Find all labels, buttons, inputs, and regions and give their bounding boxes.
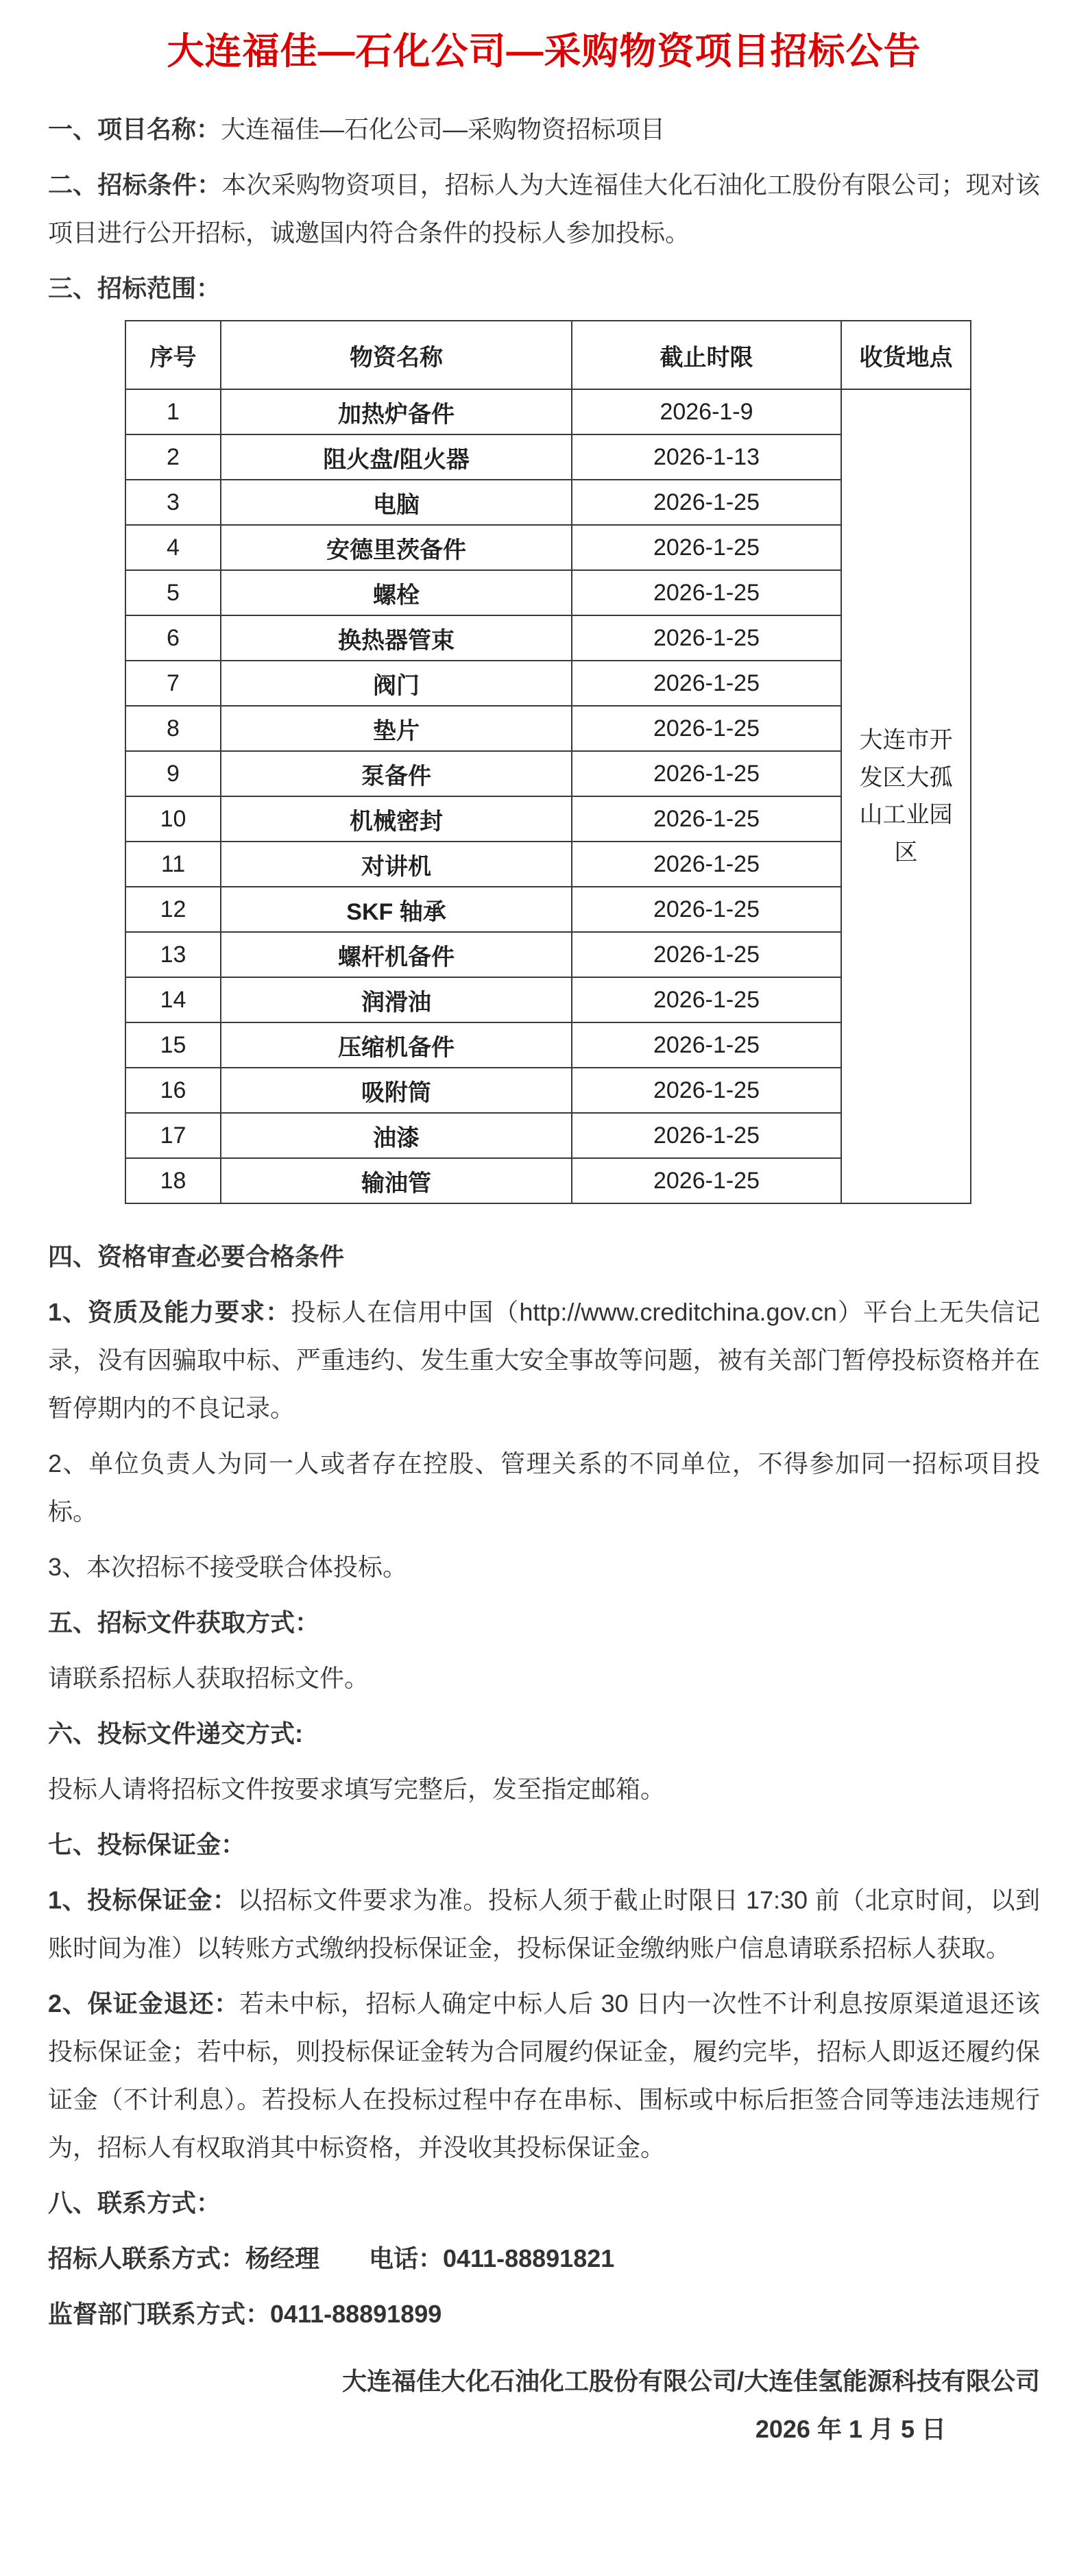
cell-no: 4 (125, 525, 221, 570)
cell-deadline: 2026-1-25 (572, 570, 841, 615)
cell-no: 10 (125, 796, 221, 842)
cell-material-name: 加热炉备件 (221, 389, 572, 434)
cell-material-name: 对讲机 (221, 842, 572, 887)
cell-no: 6 (125, 615, 221, 661)
cell-deadline: 2026-1-25 (572, 1113, 841, 1158)
cell-material-name: 阀门 (221, 661, 572, 706)
cell-material-name: 垫片 (221, 706, 572, 751)
cell-deadline: 2026-1-25 (572, 525, 841, 570)
section-2-text: 本次采购物资项目，招标人为大连福佳大化石油化工股份有限公司；现对该项目进行公开招标，诚邀国内符合条件的投标人参加投标。 (48, 171, 1040, 247)
section-7-item-1-text: 以招标文件要求为准。投标人须于截止时限日 17:30 前（北京时间，以到账时间为准）以转账方式缴纳投标保证金，投标保证金缴纳账户信息请联系招标人获取。 (48, 1886, 1040, 1963)
delivery-location-cell: 大连市开发区大孤山工业园区 (841, 389, 971, 1203)
section-7-item-1-label: 1、投标保证金： (48, 1886, 238, 1915)
cell-no: 5 (125, 570, 221, 615)
cell-no: 17 (125, 1113, 221, 1158)
header-deadline: 截止时限 (572, 321, 841, 389)
section-4-item-1-label: 1、资质及能力要求： (48, 1298, 291, 1327)
section-7-item-2 (48, 1980, 1040, 2172)
cell-deadline: 2026-1-25 (572, 977, 841, 1022)
footer-company-name: 大连福佳大化石油化工股份有限公司/大连佳氢能源科技有限公司 (341, 2367, 1040, 2396)
cell-material-name: 压缩机备件 (221, 1022, 572, 1068)
cell-material-name: 机械密封 (221, 796, 572, 842)
supervision-contact-line: 监督部门联系方式：0411-88891899 (48, 2300, 442, 2329)
cell-no: 12 (125, 887, 221, 932)
cell-no: 2 (125, 434, 221, 480)
scope-table-body (125, 389, 971, 1203)
cell-material-name: 安德里茨备件 (221, 525, 572, 570)
cell-material-name: 阻火盘/阻火器 (221, 434, 572, 480)
section-4-heading: 四、资格审查必要合格条件 (48, 1242, 345, 1271)
cell-deadline: 2026-1-25 (572, 706, 841, 751)
cell-material-name: 吸附筒 (221, 1068, 572, 1113)
header-material-name: 物资名称 (221, 321, 572, 389)
section-5-heading: 五、招标文件获取方式： (48, 1608, 320, 1637)
section-7-item-1 (48, 1876, 1040, 1972)
section-7-item-2-text: 若未中标，招标人确定中标人后 30 日内一次性不计利息按原渠道退还该投标保证金；若中标，则投标保证金转为合同履约保证金，履约完毕，招标人即返还履约保证金（不计利息）。若投标人在投标过程中存在串标、围标或中标后拒签合同等违法违规行为，招标人有权取消其中标资格，并没收其投标保证金。 (48, 1989, 1040, 2162)
section-6-text: 投标人请将招标文件按要求填写完整后，发至指定邮箱。 (48, 1775, 666, 1804)
cell-material-name: SKF 轴承 (221, 887, 572, 932)
header-delivery-location: 收货地点 (841, 321, 971, 389)
cell-material-name: 润滑油 (221, 977, 572, 1022)
cell-no: 7 (125, 661, 221, 706)
section-1-project-name (48, 106, 1040, 154)
document-footer (48, 2357, 1040, 2453)
section-4-item-1-text: 投标人在信用中国（http://www.creditchina.gov.cn）平台上无失信记录，没有因骗取中标、严重违约、发生重大安全事故等问题，被有关部门暂停投标资格并在暂停期内的不良记录。 (48, 1298, 1040, 1423)
cell-no: 14 (125, 977, 221, 1022)
cell-material-name: 泵备件 (221, 751, 572, 796)
header-no: 序号 (125, 321, 221, 389)
cell-material-name: 油漆 (221, 1113, 572, 1158)
cell-deadline: 2026-1-25 (572, 661, 841, 706)
section-2-label: 二、招标条件： (48, 171, 222, 199)
cell-no: 15 (125, 1022, 221, 1068)
cell-deadline: 2026-1-25 (572, 1068, 841, 1113)
section-1-text: 大连福佳—石化公司—采购物资招标项目 (221, 115, 666, 144)
cell-material-name: 螺栓 (221, 570, 572, 615)
cell-no: 11 (125, 842, 221, 887)
cell-deadline: 2026-1-25 (572, 751, 841, 796)
page-title: 大连福佳—石化公司—采购物资项目招标公告 (167, 31, 921, 72)
cell-deadline: 2026-1-25 (572, 1158, 841, 1203)
cell-no: 16 (125, 1068, 221, 1113)
section-7-item-2-label: 2、保证金退还： (48, 1989, 240, 2018)
cell-no: 18 (125, 1158, 221, 1203)
section-1-label: 一、项目名称： (48, 115, 221, 144)
cell-deadline: 2026-1-25 (572, 615, 841, 661)
cell-no: 13 (125, 932, 221, 977)
scope-table-header (125, 321, 971, 389)
footer-date: 2026 年 1 月 5 日 (755, 2415, 946, 2444)
cell-deadline: 2026-1-25 (572, 842, 841, 887)
section-5-text: 请联系招标人获取招标文件。 (48, 1664, 370, 1693)
cell-no: 8 (125, 706, 221, 751)
section-4-item-1 (48, 1288, 1040, 1432)
cell-no: 3 (125, 480, 221, 525)
bidder-contact-line: 招标人联系方式：杨经理 电话：0411-88891821 (48, 2244, 615, 2273)
cell-deadline: 2026-1-25 (572, 932, 841, 977)
cell-material-name: 电脑 (221, 480, 572, 525)
section-6-heading: 六、投标文件递交方式: (48, 1719, 303, 1748)
section-3-tender-scope-heading: 三、招标范围： (48, 274, 221, 303)
section-8-heading: 八、联系方式： (48, 2189, 221, 2218)
section-4-item-2: 2、单位负责人为同一人或者存在控股、管理关系的不同单位，不得参加同一招标项目投标。 (48, 1449, 1040, 1526)
cell-material-name: 换热器管束 (221, 615, 572, 661)
cell-deadline: 2026-1-9 (572, 389, 841, 434)
cell-material-name: 螺杆机备件 (221, 932, 572, 977)
cell-deadline: 2026-1-25 (572, 887, 841, 932)
cell-deadline: 2026-1-25 (572, 1022, 841, 1068)
cell-deadline: 2026-1-25 (572, 480, 841, 525)
cell-deadline: 2026-1-25 (572, 796, 841, 842)
cell-material-name: 输油管 (221, 1158, 572, 1203)
table-row (125, 389, 971, 434)
cell-no: 1 (125, 389, 221, 434)
cell-no: 9 (125, 751, 221, 796)
tender-scope-table (125, 320, 971, 1204)
section-7-heading: 七、投标保证金： (48, 1830, 246, 1859)
section-4-item-3: 3、本次招标不接受联合体投标。 (48, 1553, 408, 1582)
cell-deadline: 2026-1-13 (572, 434, 841, 480)
header-row (125, 321, 971, 389)
section-2-tender-conditions (48, 161, 1040, 257)
